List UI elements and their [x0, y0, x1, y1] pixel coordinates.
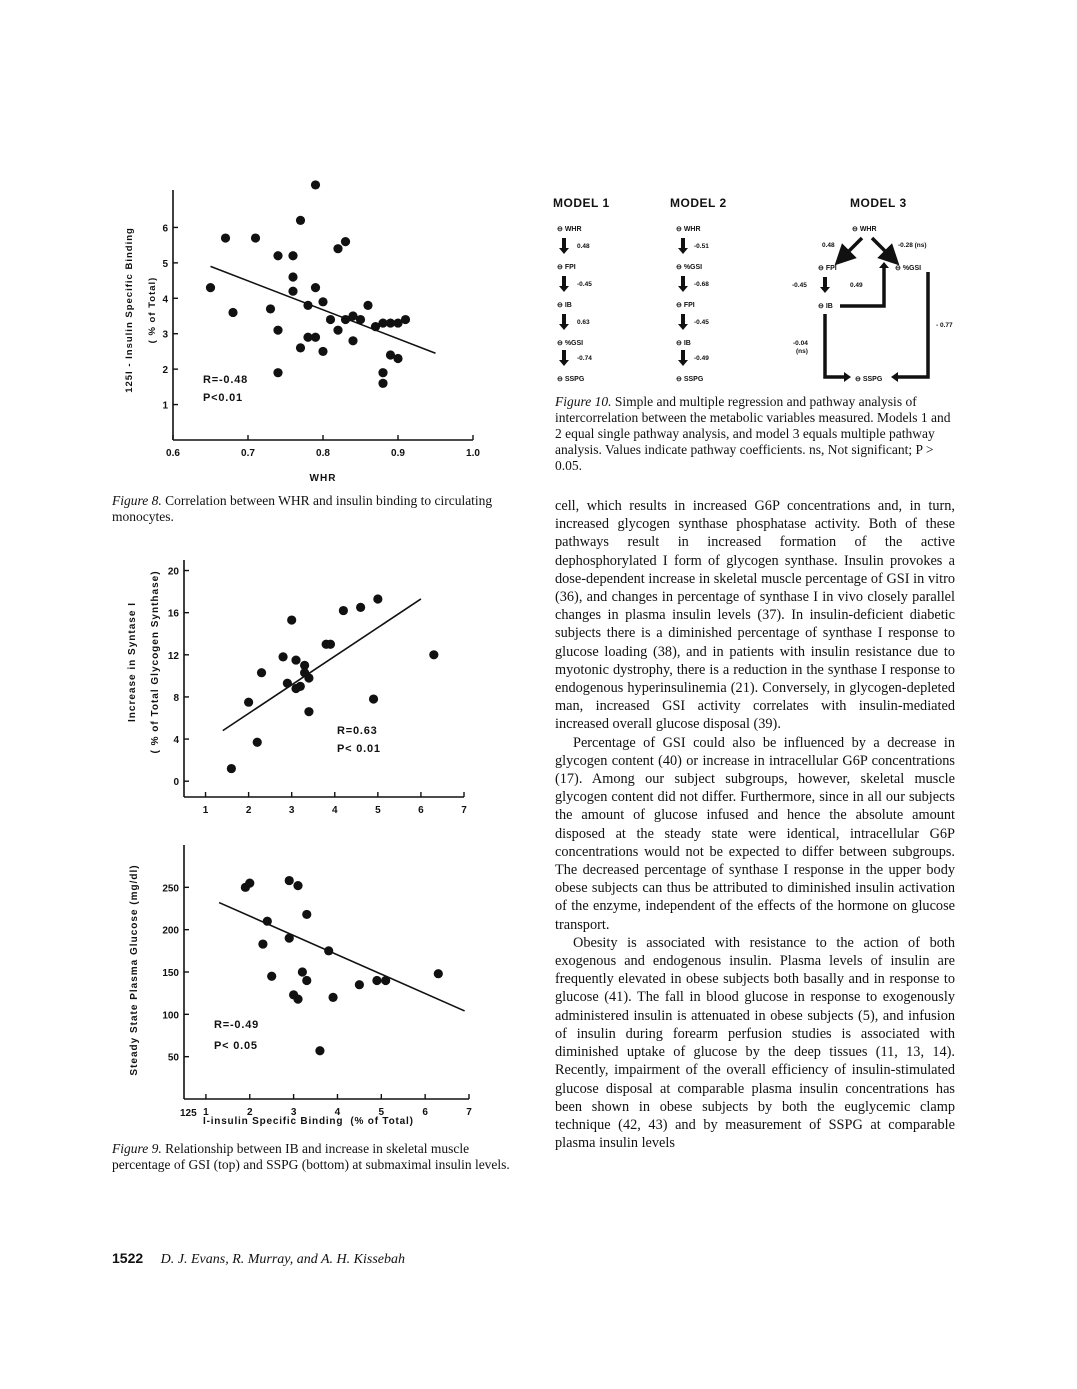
x-tick-label: 5 [375, 805, 381, 816]
arrow [681, 350, 685, 361]
y-tick-label: 20 [167, 566, 179, 578]
y-tick-label: 3 [162, 329, 168, 341]
y-tick-label: 150 [162, 968, 179, 979]
node-fpi: ⊖ FPI [676, 302, 695, 309]
figure-8-caption-text: Correlation between WHR and insulin binding to circulating monocytes. [112, 493, 493, 524]
data-point [434, 969, 443, 978]
figure-10-caption-text: Simple and multiple regression and pathway analysis of intercorrelation between the metabolic variables measured. Models 1 and 2 equal single pathway analysis, and model 3 equals multiple pathway analysis. Values indicate pathway coefficients. ns, Not significant; P > 0.05. [555, 394, 951, 473]
node-whr: ⊖ WHR [557, 226, 582, 233]
y-tick-label: 50 [167, 1052, 179, 1064]
node-ib: ⊖ IB [818, 303, 833, 310]
coef: -0.74 [577, 355, 592, 362]
arrow [562, 238, 566, 249]
node-whr: ⊖ WHR [676, 226, 701, 233]
model-1 [553, 196, 610, 383]
y-tick-label: 16 [167, 608, 179, 620]
arrow-head [559, 286, 569, 292]
coef: 0.48 [577, 243, 590, 250]
arrow-head [678, 360, 688, 366]
y-tick-label: 12 [167, 650, 179, 662]
arrow-head [678, 324, 688, 330]
page-footer [112, 1250, 405, 1268]
x-tick-label: 1 [202, 805, 209, 816]
x-tick-label: 6 [418, 805, 424, 816]
node-ib: ⊖ IB [557, 302, 572, 309]
arrow-head [559, 360, 569, 366]
node-gsi: ⊖ %GSI [895, 265, 922, 272]
x-tick-label: 7 [461, 805, 467, 816]
arrow [681, 276, 685, 287]
y-tick-label: 0 [173, 777, 179, 789]
r-value: R=-0.48 [203, 374, 249, 386]
node-sspg: ⊖ SSPG [676, 376, 704, 383]
data-point [293, 881, 302, 890]
gsi-to-sspg-connector [898, 272, 928, 377]
arrow-head [559, 324, 569, 330]
arrow [842, 238, 862, 258]
x-tick-label: 0.6 [166, 448, 180, 459]
ib-to-sspg-connector [825, 314, 845, 377]
model-2 [670, 196, 727, 383]
arrow [562, 350, 566, 361]
data-point [293, 994, 302, 1003]
x-tick-label: 0.8 [316, 448, 330, 459]
coef: -0.68 [694, 281, 709, 288]
coef-ns: (ns) [796, 348, 808, 355]
node-sspg: ⊖ SSPG [855, 376, 883, 383]
x-tick-label: 7 [466, 1107, 472, 1118]
y-tick-label: 2 [162, 365, 168, 377]
r-value: R=0.63 [337, 725, 378, 737]
coef: 0.63 [577, 319, 590, 326]
arrow [823, 277, 827, 288]
body-text [555, 497, 955, 1152]
coef: - 0.77 [936, 322, 953, 329]
coef: -0.51 [694, 243, 709, 250]
x-axis-label-superscript: 125 [180, 1108, 197, 1119]
data-point [302, 976, 311, 985]
x-tick-label: 1 [203, 1107, 209, 1118]
model-1-title: MODEL 1 [553, 196, 610, 210]
arrow-head [820, 287, 830, 293]
r-value: R=-0.49 [214, 1019, 260, 1031]
arrow-head [844, 372, 851, 382]
coef: -0.45 [694, 319, 709, 326]
x-tick-label: 2 [245, 805, 252, 816]
y-axis-label-units: ( % of Total) [147, 276, 158, 344]
x-tick-label: 5 [378, 1107, 385, 1118]
coef: -0.45 [792, 282, 807, 289]
arrow [562, 314, 566, 325]
coef: 0.48 [822, 242, 835, 249]
node-ib: ⊖ IB [676, 340, 691, 347]
x-tick-label: 3 [288, 805, 295, 816]
figure-9-caption-text: Relationship between IB and increase in skeletal muscle percentage of GSI (top) and SSPG (bottom) at submaximal insulin levels. [112, 1141, 510, 1172]
data-point [328, 993, 337, 1002]
p-value: P< 0.05 [214, 1040, 258, 1052]
arrow-head [678, 248, 688, 254]
arrow [681, 314, 685, 325]
arrow [872, 238, 892, 258]
node-fpi: ⊖ FPI [818, 265, 837, 272]
x-axis-label: WHR [309, 473, 337, 484]
x-tick-label: 1.0 [466, 448, 480, 459]
figure-9-label: Figure 9. [112, 1141, 162, 1156]
coef: -0.04 [793, 340, 808, 347]
figure-8-label: Figure 8. [112, 493, 162, 508]
y-axis-label-units: ( % of Total Glycogen Synthase) [150, 570, 161, 754]
model-2-title: MODEL 2 [670, 196, 727, 210]
y-tick-label: 6 [162, 223, 168, 235]
p-value: P<0.01 [203, 392, 243, 404]
figure-9-caption [112, 1141, 527, 1173]
data-point [267, 972, 276, 981]
page-number: 1522 [112, 1250, 144, 1266]
data-point [302, 910, 311, 919]
x-tick-label: 3 [290, 1107, 297, 1118]
y-axis-label: Increase in Syntase I [127, 602, 138, 722]
data-point [355, 980, 364, 989]
y-tick-label: 4 [173, 735, 179, 747]
coef: 0.49 [850, 282, 863, 289]
arrow-head [678, 286, 688, 292]
arrow [681, 238, 685, 249]
data-point [298, 967, 307, 976]
x-tick-label: 2 [246, 1107, 253, 1118]
y-axis-label: 125I - Insulin Specific Binding [124, 227, 135, 393]
coef: -0.49 [694, 355, 709, 362]
y-tick-label: 1 [162, 400, 168, 412]
model-3-title: MODEL 3 [850, 196, 907, 210]
x-tick-label: 6 [422, 1107, 428, 1118]
x-tick-label: 4 [331, 805, 338, 816]
y-tick-label: 250 [162, 883, 179, 895]
model-3 [792, 196, 953, 383]
arrow-head [891, 372, 898, 382]
arrow-head [879, 262, 889, 268]
paragraph: cell, which results in increased G6P concentrations and, in turn, increased glycogen synthase phosphatase activity. Both of these pathways result in increased formation of the active dephosphorylated I form of glycogen synthase. Insulin provokes a dose-dependent increase in skeletal muscle percentage of GSI in vitro (36), and changes in percentage of synthase I in vivo closely parallel changes in plasma insulin levels (37). In insulin-deficient diabetic subjects there is a diminished percentage of synthase I response to glucose loading (38), and in patients with insulin resistance due to myotonic dystrophy, there is a reduction in the synthase I response to endogenous hyperinsulinemia (21). Conversely, in glycogen-depleted man, increased GSI activity correlates with insulin-mediated increased overall glucose disposal (39). [555, 498, 955, 733]
y-tick-label: 100 [162, 1010, 179, 1022]
figure-10-label: Figure 10. [555, 394, 612, 409]
data-point [285, 876, 294, 885]
data-point [315, 1046, 324, 1055]
node-whr: ⊖ WHR [852, 226, 877, 233]
p-value: P< 0.01 [337, 743, 381, 755]
arrow [562, 276, 566, 287]
x-axis-label: I-insulin Specific Binding (% of Total) [203, 1116, 414, 1127]
node-fpi: ⊖ FPI [557, 264, 576, 271]
data-point [372, 976, 381, 985]
regression-line [219, 903, 465, 1011]
coef: -0.45 [577, 281, 592, 288]
y-tick-label: 5 [162, 258, 168, 270]
paragraph: Percentage of GSI could also be influenced by a decrease in glycogen content (40) or increase in intracellular G6P concentrations (17). Among our subject subgroups, however, skeletal muscle glycogen content did not differ. Furthermore, since in all our subjects the amount of glucose infused and hence the absolute amount disposed at the steady state were identical, intracellular G6P concentrations would not be expected to differ between subgroups. The decreased percentage of synthase I response in the upper body obese subjects can thus be attributed to diminished insulin activation of the enzyme, independent of the effects of the hormone on glucose transport. [555, 734, 955, 933]
y-tick-label: 8 [173, 692, 179, 704]
figure-10-pathway-diagram [0, 0, 1000, 400]
figure-10-caption [555, 394, 958, 474]
y-tick-label: 4 [162, 294, 168, 306]
node-gsi: ⊖ %GSI [557, 340, 584, 347]
y-tick-label: 200 [162, 925, 179, 937]
coef: -0.28 (ns) [898, 242, 927, 249]
data-point [245, 879, 254, 888]
paragraph: Obesity is associated with resistance to the action of both exogenous and endogenous insulin. Plasma levels of insulin are frequently elevated in obese subjects both basally and in response to glucose (41). The fall in blood glucose in response to exogenously administered insulin is attenuated in obese subjects (5), and infusion of insulin during forearm perfusion studies is associated with diminished uptake of glucose by the deep tissues (11, 13, 14). Recently, impairment of the overall efficiency of insulin-stimulated glucose disposal at comparable plasma insulin concentrations has been shown in obese subjects by both the euglycemic clamp technique (42, 43) and by measurement of SSPG at comparable plasma insulin levels [555, 934, 955, 1152]
x-tick-label: 0.7 [241, 448, 255, 459]
authors: D. J. Evans, R. Murray, and A. H. Kissebah [160, 1252, 405, 1267]
node-gsi: ⊖ %GSI [676, 264, 703, 271]
x-tick-label: 0.9 [391, 448, 405, 459]
data-point [258, 939, 267, 948]
node-sspg: ⊖ SSPG [557, 376, 585, 383]
x-tick-label: 4 [334, 1107, 341, 1118]
arrow-head [559, 248, 569, 254]
y-axis-label: Steady State Plasma Glucose (mg/dl) [129, 864, 140, 1076]
